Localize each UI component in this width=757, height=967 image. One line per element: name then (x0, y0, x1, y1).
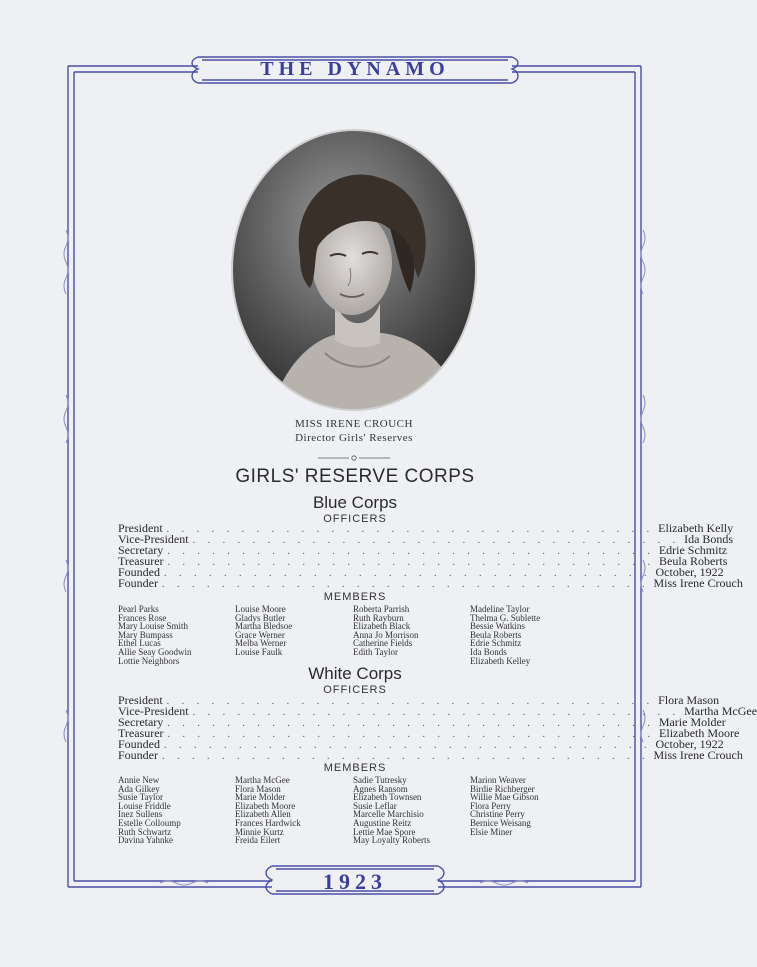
officer-role: Vice-President (118, 704, 189, 718)
officer-role: Secretary (118, 543, 164, 557)
member-name: Mary Bumpass (118, 629, 173, 640)
section-heading: GIRLS' RESERVE CORPS (235, 466, 475, 487)
officer-name: Martha McGee (684, 704, 757, 718)
member-name: Elizabeth Moore (235, 800, 296, 811)
portrait-name: MISS IRENE CROUCH (295, 418, 413, 430)
member-name: Augustine Reitz (353, 817, 412, 828)
officer-role: Founded (118, 565, 160, 579)
member-name: Mary Louise Smith (118, 621, 188, 632)
member-name: Willie Mae Gibson (470, 792, 539, 803)
member-name: Elizabeth Townsen (353, 792, 422, 803)
blue-officers-list (118, 521, 743, 590)
blue-members-label: MEMBERS (323, 591, 387, 603)
officer-role: Secretary (118, 715, 164, 729)
officer-role: Founded (118, 737, 160, 751)
officer-row: President . . . . . . . . . . . . . . . . . . . . . . . . . . . . . . . . . Elizabeth Kelly (118, 521, 734, 535)
white-officers-label: OFFICERS (323, 684, 387, 696)
officer-role: President (118, 521, 163, 535)
white-officers-list (118, 693, 757, 762)
member-name: Martha Bledsoe (235, 621, 293, 632)
member-name: Frances Rose (118, 612, 167, 623)
member-name: Martha McGee (235, 775, 290, 785)
officer-row: Treasurer . . . . . . . . . . . . . . . . . . . . . . . . . . . . . . . . . Beula Roberts (118, 554, 728, 568)
officer-name: Beula Roberts (659, 554, 728, 568)
blue-members-grid (118, 605, 588, 667)
white-members-label: MEMBERS (323, 762, 387, 774)
member-name: Ada Gilkey (118, 783, 160, 794)
officer-row: Founder . . . . . . . . . . . . . . . . . . . . . . . . . . . . . . . . . Miss Irene Crouch (118, 576, 743, 590)
member-name: Louise Faulk (235, 646, 283, 657)
member-name: Grace Werner (235, 629, 285, 640)
member-name: Bessie Watkins (470, 621, 525, 632)
member-name: Ruth Schwartz (118, 826, 172, 837)
officer-name: October, 1922 (655, 737, 724, 751)
officer-name: October, 1922 (655, 565, 724, 579)
portrait-photo (230, 128, 478, 412)
member-name: Susie Leflar (353, 800, 397, 811)
page-header-title: THE DYNAMO (260, 58, 450, 80)
blue-corps-title: Blue Corps (312, 493, 398, 512)
member-name: Minnie Kurtz (235, 826, 284, 837)
officer-row: Founded . . . . . . . . . . . . . . . . . . . . . . . . . . . . . . . . . October, 1922 (118, 565, 724, 579)
officer-role: Founder (118, 748, 158, 762)
member-name: Elizabeth Allen (235, 809, 291, 820)
member-name: Elsie Miner (470, 826, 513, 837)
officer-name: Marie Molder (658, 715, 726, 729)
member-name: Flora Mason (235, 783, 281, 794)
member-name: Catherine Fields (353, 638, 413, 649)
member-name: Gladys Butler (235, 612, 286, 623)
officer-row: Vice-President . . . . . . . . . . . . . . . . . . . . . . . . . . . . . . . . . Martha McGee (118, 704, 757, 718)
member-name: Susie Taylor (118, 792, 163, 803)
member-name: Edith Taylor (353, 646, 398, 657)
member-name: Ida Bonds (470, 646, 507, 657)
member-name: Annie New (118, 775, 160, 785)
member-name: Frances Hardwick (235, 817, 301, 828)
officer-name: Miss Irene Crouch (653, 748, 743, 762)
officer-role: Vice-President (118, 532, 189, 546)
member-name: Roberta Parrish (353, 604, 410, 614)
members-column (235, 776, 301, 845)
member-name: Pearl Parks (118, 604, 159, 614)
member-name: Allie Seay Goodwin (118, 646, 192, 657)
member-name: Christine Perry (470, 809, 525, 820)
members-column (470, 605, 540, 665)
officer-role: President (118, 693, 163, 707)
officer-name: Elizabeth Kelly (658, 521, 734, 535)
member-name: Inez Sullens (118, 809, 163, 820)
officer-name: Edrie Schmitz (658, 543, 728, 557)
member-name: Elizabeth Kelley (470, 655, 531, 666)
member-name: Flora Perry (470, 800, 511, 811)
officer-row: Secretary . . . . . . . . . . . . . . . . . . . . . . . . . . . . . . . . . Marie Molder (118, 715, 726, 729)
member-name: Lettie Mae Spore (353, 826, 416, 837)
member-name: Sadie Tutresky (353, 775, 407, 785)
officer-row: Founder . . . . . . . . . . . . . . . . . . . . . . . . . . . . . . . . . Miss Irene Crouch (118, 748, 743, 762)
officer-role: Founder (118, 576, 158, 590)
officer-row: Founded . . . . . . . . . . . . . . . . . . . . . . . . . . . . . . . . . October, 1922 (118, 737, 724, 751)
member-name: Freida Eilert (235, 835, 281, 846)
member-name: Birdie Richberger (470, 783, 535, 794)
ornamental-divider (318, 454, 390, 462)
portrait-role: Director Girls' Reserves (295, 432, 413, 444)
page-footer-year: 1923 (323, 869, 387, 894)
member-name: Agnes Ransom (353, 783, 408, 794)
officer-role: Treasurer (118, 554, 164, 568)
member-name: Marcelle Marchisio (353, 809, 424, 820)
officer-role: Treasurer (118, 726, 164, 740)
officer-row: Secretary . . . . . . . . . . . . . . . . . . . . . . . . . . . . . . . . . Edrie Schmitz (118, 543, 728, 557)
officer-name: Elizabeth Moore (659, 726, 740, 740)
white-corps-title: White Corps (308, 664, 402, 683)
member-name: Marie Molder (235, 792, 286, 803)
members-column (118, 605, 192, 665)
member-name: Anna Jo Morrison (353, 629, 419, 640)
member-name: Marion Weaver (470, 775, 526, 785)
member-name: Louise Friddle (118, 800, 171, 811)
member-name: Lottie Neighbors (118, 655, 180, 666)
members-column (118, 776, 181, 845)
officer-name: Miss Irene Crouch (653, 576, 743, 590)
member-name: Ruth Rayburn (353, 612, 404, 623)
members-column (353, 776, 430, 845)
member-name: Thelma G. Sublette (470, 612, 541, 623)
member-name: Davina Yahnke (118, 835, 173, 846)
member-name: May Loyalty Roberts (353, 835, 430, 846)
member-name: Elizabeth Black (353, 621, 411, 632)
officer-name: Flora Mason (658, 693, 720, 707)
member-name: Bernice Weisang (470, 817, 531, 828)
member-name: Edrie Schmitz (470, 638, 522, 649)
blue-officers-label: OFFICERS (323, 513, 387, 525)
member-name: Ethel Lucas (118, 638, 161, 649)
member-name: Madeline Taylor (470, 604, 530, 614)
member-name: Estelle Colloump (118, 817, 181, 828)
members-column (235, 605, 292, 657)
officer-row: Vice-President . . . . . . . . . . . . . . . . . . . . . . . . . . . . . . . . . Ida Bonds (118, 532, 734, 546)
officer-row: Treasurer . . . . . . . . . . . . . . . . . . . . . . . . . . . . . . . . . Elizabeth Moore (118, 726, 740, 740)
white-members-grid (118, 776, 588, 846)
members-column (353, 605, 419, 657)
member-name: Louise Moore (235, 604, 286, 614)
officer-name: Ida Bonds (684, 532, 734, 546)
officer-row: President . . . . . . . . . . . . . . . . . . . . . . . . . . . . . . . . . Flora Mason (118, 693, 720, 707)
members-column (470, 776, 539, 836)
member-name: Beula Roberts (470, 629, 522, 640)
member-name: Melba Werner (235, 638, 287, 649)
